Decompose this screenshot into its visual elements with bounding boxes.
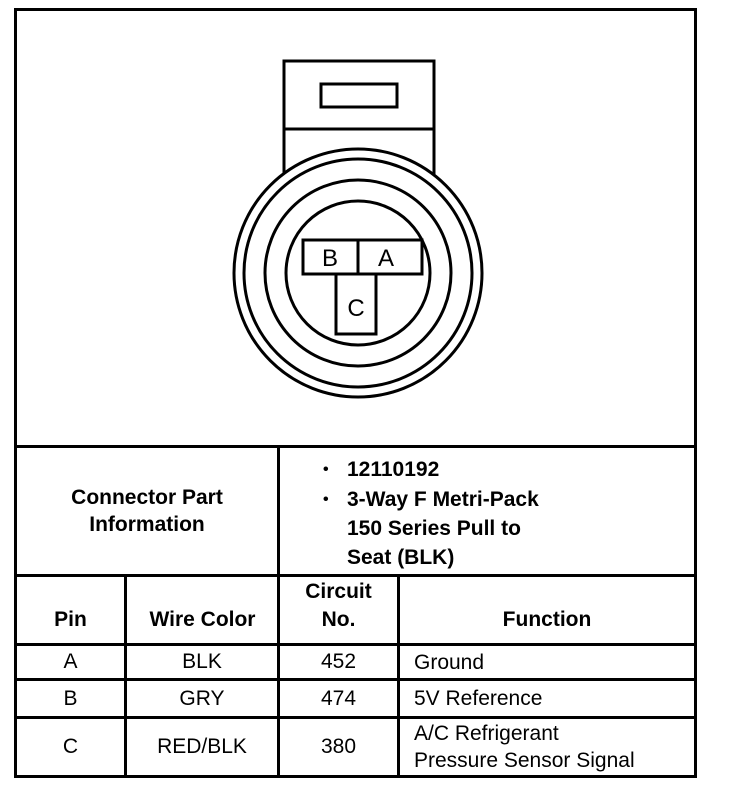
table-row-c-function xyxy=(400,719,694,775)
part-info-label-line2: Information xyxy=(89,513,205,536)
connector-drawing xyxy=(17,11,694,445)
table-row-b-circuit: 474 xyxy=(320,686,357,710)
connector-sheet xyxy=(14,8,697,778)
connector-part-info xyxy=(280,448,694,574)
part-description-line: 3-Way F Metri-Pack xyxy=(347,488,539,511)
table-row-b-wire-color: GRY xyxy=(179,686,225,710)
header-pin: Pin xyxy=(54,608,87,631)
header-function: Function xyxy=(502,608,592,631)
part-number: 12110192 xyxy=(347,458,440,481)
bullet-icon: • xyxy=(323,461,329,478)
function-line: A/C Refrigerant xyxy=(414,722,559,745)
header-circuit-no xyxy=(280,577,397,643)
table-row-a-wire-color: BLK xyxy=(182,650,222,673)
bullet-icon: • xyxy=(323,491,329,508)
part-info-label-line1: Connector Part xyxy=(71,486,223,509)
part-description-item xyxy=(323,485,694,572)
part-description-line: 150 Series Pull to xyxy=(347,517,521,540)
connector-face-diagram xyxy=(17,11,694,445)
cavity-b-label: B xyxy=(321,245,339,272)
cavity-c-label: C xyxy=(347,295,365,322)
part-description-line: Seat (BLK) xyxy=(347,546,455,569)
table-row-c-wire-color: RED/BLK xyxy=(157,735,247,758)
header-wire-color: Wire Color xyxy=(149,608,256,631)
table-row-a-pin: A xyxy=(63,650,78,673)
header-circuit-line2: No. xyxy=(321,607,356,631)
header-circuit-line1: Circuit xyxy=(305,579,372,603)
table-row-a-circuit: 452 xyxy=(320,650,357,673)
part-number-item xyxy=(323,455,694,485)
table-row-c-circuit: 380 xyxy=(320,735,357,758)
table-row-b-function: 5V Reference xyxy=(414,687,543,710)
table-row-c-pin: C xyxy=(62,735,79,758)
connector-part-info-label xyxy=(17,448,277,574)
part-description xyxy=(347,485,539,572)
locking-tab-slot xyxy=(321,84,397,107)
table-row-b-pin: B xyxy=(63,686,78,710)
function-line: Pressure Sensor Signal xyxy=(414,749,635,772)
table-row-a-function: Ground xyxy=(414,650,485,674)
cavity-a-label: A xyxy=(377,245,395,272)
